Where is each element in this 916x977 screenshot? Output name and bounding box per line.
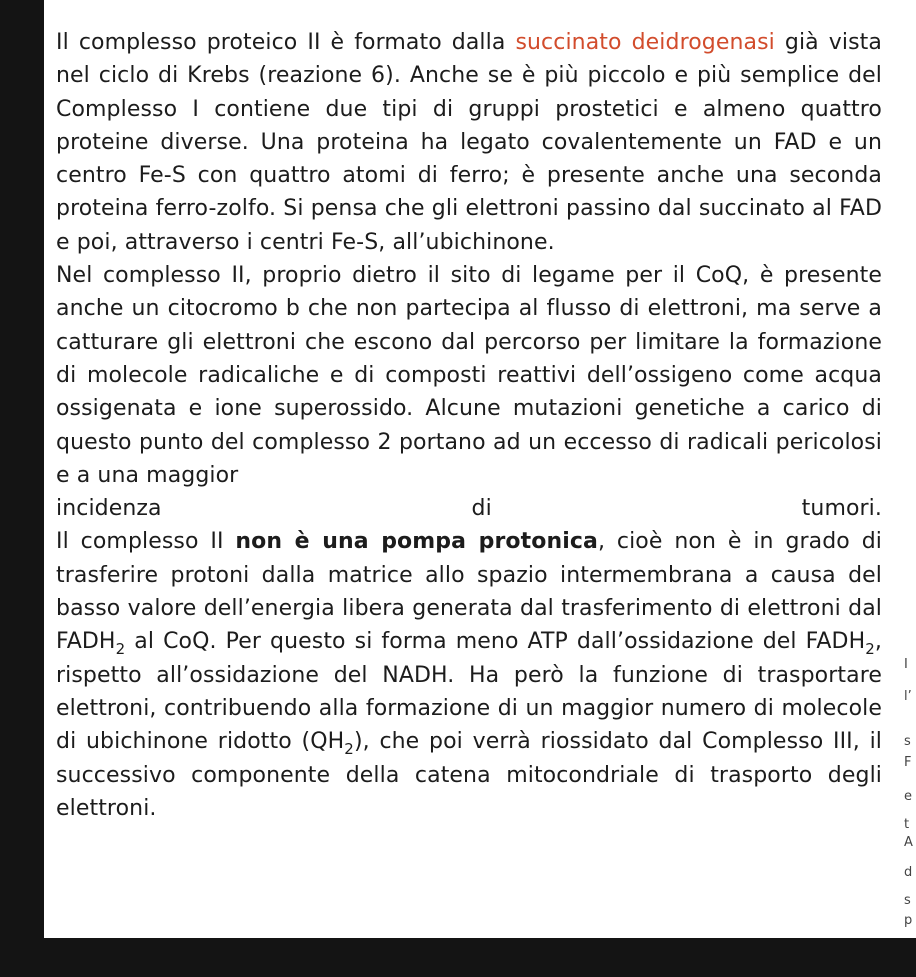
highlight-term: succinato deidrogenasi: [515, 30, 775, 55]
edge-fragment: I: [904, 657, 908, 672]
bold-phrase: non è una pompa protonica: [235, 529, 598, 555]
edge-fragment: d: [904, 865, 913, 880]
edge-fragment: e: [904, 789, 912, 804]
edge-fragment: t: [904, 817, 910, 832]
formula-fadh2: $FADH_2$: [805, 629, 875, 659]
paragraph-1: Il complesso proteico II è formato dalla succinato deidrogenasi già vista nel ciclo di Krebs (reazione 6). Anche se è più piccolo e più semplice del Complesso I contiene due tipi di gruppi prostetici e almeno quattro proteine diverse. Una proteina ha legato covalentemente un FAD e un centro Fe-S con quattro atomi di ferro; è presente anche una seconda proteina ferro-zolfo. Si pensa che gli elettroni passino dal succinato al FAD e poi, attraverso i centri Fe-S, all’ubichinone.: [56, 30, 882, 255]
edge-fragment: s: [904, 734, 911, 749]
next-page-edge: [900, 0, 916, 938]
paragraph-3: Il complesso II non è una pompa protonica, cioè non è in grado di trasferire protoni dalla matrice allo spazio intermembrana a causa del basso valore dell’energia libera generata dal trasferimento di elettroni dal $FADH_2$ al CoQ. Per questo si forma meno ATP dall’ossidazione del $FADH_2$, rispetto all’ossidazione del NADH. Ha però la funzione di trasportare elettroni, contribuendo alla formazione di un maggior numero di molecole di ubichinone ridotto $(QH_2)$, che poi verrà riossidato dal Complesso III, il successivo componente della catena mitocondriale di trasporto degli elettroni.: [56, 529, 882, 821]
edge-fragment: l’: [904, 689, 912, 704]
document-page: [44, 0, 900, 938]
paragraph-2-last-line: incidenza di tumori.: [56, 496, 882, 522]
edge-fragment: F: [904, 755, 912, 770]
edge-fragment: p: [904, 913, 913, 928]
edge-fragment: A: [904, 835, 913, 850]
document-text: [56, 26, 882, 825]
paragraph-2: Nel complesso II, proprio dietro il sito di legame per il CoQ, è presente anche un citocromo b che non partecipa al flusso di elettroni, ma serve a catturare gli elettroni che escono dal percorso per limitare la formazione di molecole radicaliche e di composti reattivi dell’ossigeno come acqua ossigenata e ione superossido. Alcune mutazioni genetiche a carico di questo punto del complesso 2 portano ad un eccesso di radicali pericolosi e a una maggior: [56, 263, 882, 488]
formula-qh2: $QH_2$: [310, 729, 354, 759]
edge-fragment: s: [904, 893, 911, 908]
formula-fadh2: $FADH_2$: [56, 629, 126, 659]
